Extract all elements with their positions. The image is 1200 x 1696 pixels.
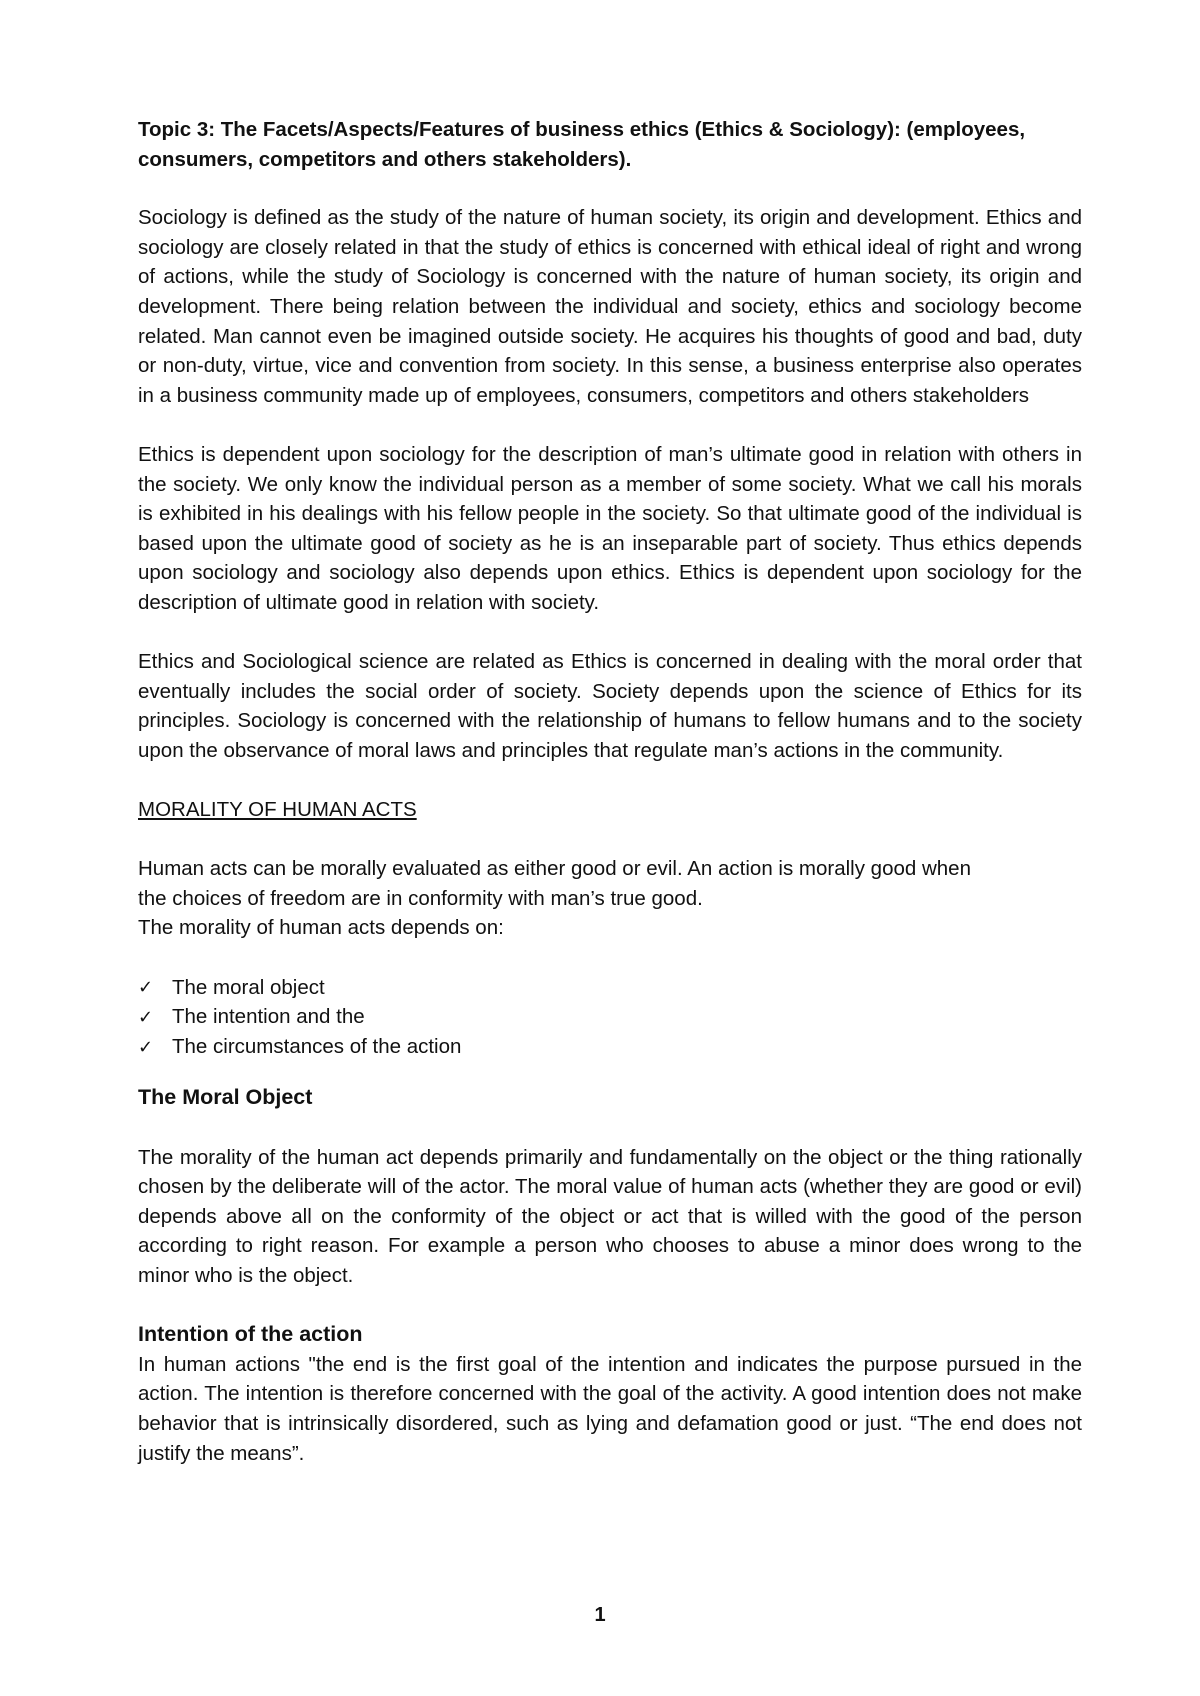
paragraph-moral-object: The morality of the human act depends primarily and fundamentally on the object or the thing rationally chosen by the deliberate will of the actor. The moral value of human acts (whether they are good or evil) depends above all on the conformity of the object or act that is willed with the good of the person according to right reason. For example a person who chooses to abuse a minor does wrong to the minor who is the object. [138,1145,1082,1287]
document-page [138,115,1082,1468]
document-title: Topic 3: The Facets/Aspects/Features of business ethics (Ethics & Sociology): (employees, consumers, competitors and others stakeholders). [138,118,1026,171]
check-icon: ✓ [138,1036,154,1057]
morality-line: Human acts can be morally evaluated as either good or evil. An action is morally good when [138,857,971,881]
section-heading-moral-object: The Moral Object [138,1085,313,1110]
checklist-item-label: The circumstances of the action [172,1034,462,1058]
paragraph-ethics-dependent: Ethics is dependent upon sociology for the description of man’s ultimate good in relation with others in the society. We only know the individual person as a member of some society. What we call his morals is exhibited in his dealings with his fellow people in the society. So that ultimate good of the individual is based upon the ultimate good of society as he is an inseparable part of society. Thus ethics depends upon sociology and sociology also depends upon ethics. Ethics is dependent upon sociology for the description of ultimate good in relation with society. [138,442,1082,614]
checklist-item [138,1032,1082,1062]
morality-line: the choices of freedom are in conformity with man’s true good. [138,886,703,910]
paragraph-intention: In human actions "the end is the first goal of the intention and indicates the purpose pursued in the action. The intention is therefore concerned with the goal of the activity. A good intention does not make behavior that is intrinsically disordered, such as lying and defamation good or just. “The end does not justify the means”. [138,1352,1082,1465]
paragraph-ethics-sociological-science: Ethics and Sociological science are related as Ethics is concerned in dealing with the moral order that eventually includes the social order of society. Society depends upon the science of Ethics for its principles. Sociology is concerned with the relationship of humans to fellow humans and to the society upon the observance of moral laws and principles that regulate man’s actions in the community. [138,650,1082,762]
check-icon: ✓ [138,1007,154,1028]
section-heading-intention: Intention of the action [138,1322,363,1347]
check-icon: ✓ [138,977,154,998]
page-number: 1 [594,1604,606,1626]
checklist-item [138,1002,1082,1032]
morality-checklist [138,973,1082,1062]
morality-line: The morality of human acts depends on: [138,916,504,940]
checklist-item-label: The moral object [172,975,325,999]
checklist-item [138,973,1082,1003]
checklist-item-label: The intention and the [172,1005,365,1029]
morality-text [138,854,1082,943]
section-heading-morality: MORALITY OF HUMAN ACTS [138,798,417,822]
paragraph-sociology-definition: Sociology is defined as the study of the nature of human society, its origin and development. Ethics and sociology are closely related in that the study of ethics is concerned with ethical ideal of right and wrong of actions, while the study of Sociology is concerned with the nature of human society, its origin and development. There being relation between the individual and society, ethics and sociology become related. Man cannot even be imagined outside society. He acquires his thoughts of good and bad, duty or non-duty, virtue, vice and convention from society. In this sense, a business enterprise also operates in a business community made up of employees, consumers, competitors and others stakeholders [138,206,1082,407]
